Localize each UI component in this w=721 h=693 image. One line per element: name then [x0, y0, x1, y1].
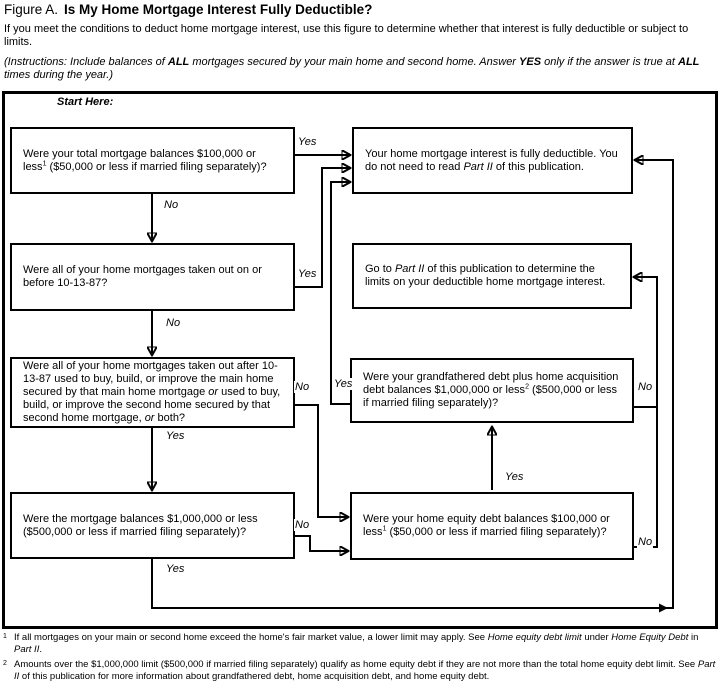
label-q3-no: No	[295, 381, 310, 393]
box-q3-text: Were all of your home mortgages taken out after 10-13-87 used to buy, build, or improve the main home secured by that main home mortgage or used to buy, build, or improve the second home secured by that second home mortgage, or both?	[23, 360, 281, 424]
footnote-1-marker: 1	[3, 633, 7, 640]
box-q4-grandfathered-plus-acquisition	[350, 358, 634, 423]
box-q4-text: Were your grandfathered debt plus home acquisition debt balances $1,000,000 or less$^2$ ($500,000 or less if married filing separately)?	[363, 371, 619, 409]
label-q1-yes: Yes	[298, 136, 317, 148]
box-a2-text: Go to Part II of this publication to determine the limits on your deductible home mortgage interest.	[365, 263, 606, 288]
box-q6-home-equity-debt	[350, 492, 634, 560]
footnote-1	[3, 632, 718, 656]
footnote-2-marker: 2	[3, 660, 7, 667]
box-q1-total-mortgage-balances	[10, 127, 295, 194]
page-title	[4, 2, 372, 17]
label-q4-yes: Yes	[334, 378, 353, 390]
label-q4-no: No	[638, 381, 653, 393]
box-q5-mortgage-balances-1m	[10, 492, 295, 559]
start-here-label: Start Here:	[57, 96, 114, 108]
label-q6-yes: Yes	[505, 471, 524, 483]
intro-text: If you meet the conditions to deduct home mortgage interest, use this figure to determine whether that interest is fully deductible or subject to limits.	[4, 23, 689, 48]
label-q2-no: No	[166, 317, 181, 329]
label-q5-yes: Yes	[166, 563, 185, 575]
footnote-2-text: Amounts over the $1,000,000 limit ($500,000 if married filing separately) qualify as home equity debt if they are not more than the total home equity debt limit. See Part II of this publication for more information about grandfathered debt, home acquisition debt, and home equity debt.	[14, 659, 716, 682]
footnote-1-text: If all mortgages on your main or second home exceed the home's fair market value, a lower limit may apply. See Home equity debt limit under Home Equity Debt in Part II.	[14, 632, 699, 655]
figure-label: Figure A.	[4, 2, 59, 17]
box-q5-text: Were the mortgage balances $1,000,000 or less ($500,000 or less if married filing separately)?	[23, 512, 258, 538]
box-q1-text: Were your total mortgage balances $100,000 or less$^1$ ($50,000 or less if married filing separately)?	[23, 147, 267, 173]
box-q6-text: Were your home equity debt balances $100,000 or less$^1$ ($50,000 or less if married filing separately)?	[363, 513, 610, 538]
label-q5-no: No	[295, 519, 310, 531]
box-q2-text: Were all of your home mortgages taken out on or before 10-13-87?	[23, 264, 262, 289]
label-q1-no: No	[164, 199, 179, 211]
footnote-2	[3, 659, 718, 683]
box-q2-before-101387	[10, 243, 295, 311]
instructions-text: (Instructions: Include balances of ALL mortgages secured by your main home and second home. Answer YES only if the answer is true at ALL times during the year.)	[4, 56, 700, 81]
box-q3-buy-build-improve	[10, 357, 295, 428]
label-q6-no: No	[638, 536, 653, 548]
label-q3-yes: Yes	[166, 430, 185, 442]
label-q2-yes: Yes	[298, 268, 317, 280]
box-a1-fully-deductible	[352, 127, 633, 194]
box-a1-text: Your home mortgage interest is fully deductible. You do not need to read Part II of this publication.	[365, 147, 618, 173]
figure-title: Is My Home Mortgage Interest Fully Deductible?	[64, 2, 373, 17]
footnotes	[3, 632, 718, 686]
box-a2-go-to-part-ii	[352, 243, 632, 309]
